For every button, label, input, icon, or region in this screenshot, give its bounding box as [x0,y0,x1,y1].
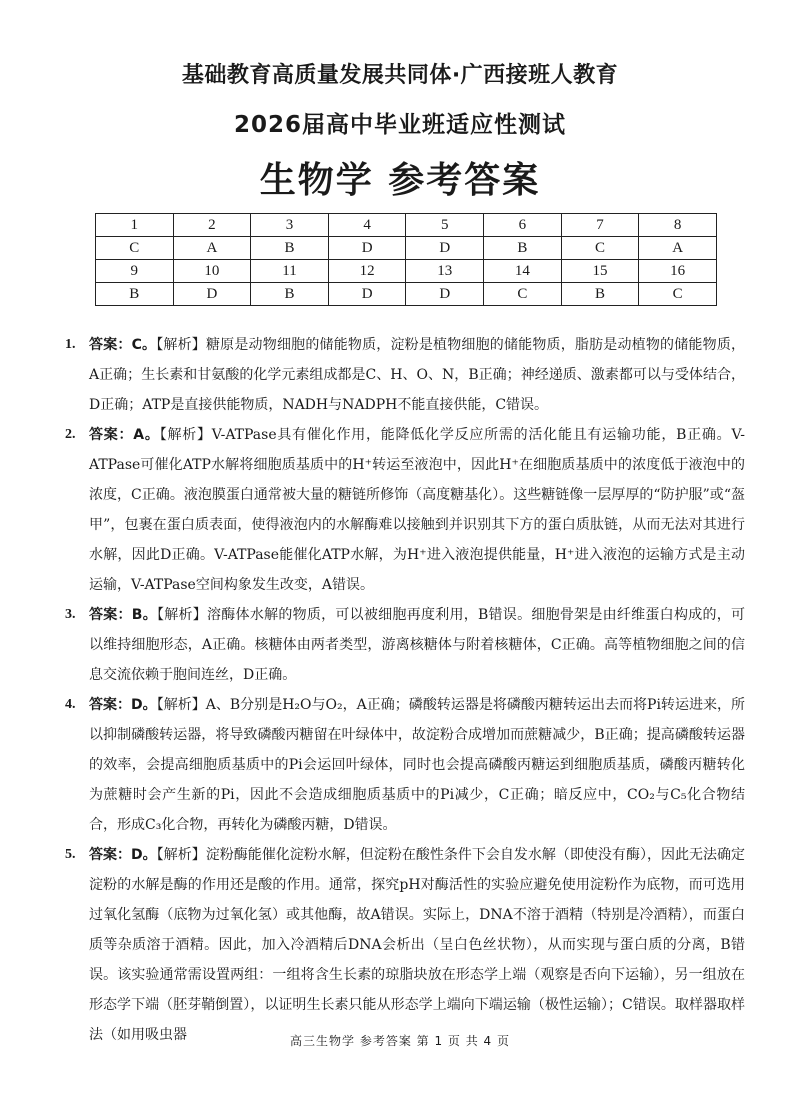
organization-title: 基础教育高质量发展共同体·广西接班人教育 [181,63,619,88]
question-number-cell: 1 [96,214,174,237]
item-body [89,420,745,600]
answer-cell: D [406,237,484,260]
explanation-text: 【解析】V-ATPase具有催化作用，能降低化学反应所需的活化能且有运输功能，B正确。V-ATPase可催化ATP水解将细胞质基质中的H⁺转运至液泡中，因此H⁺在细胞质基质中的浓度低于液泡中的浓度，C正确。液泡膜蛋白通常被大量的糖链所修饰（高度糖基化）。这些糖链像一层厚厚的“防护服”或“盔甲”，包裹在蛋白质表面，使得液泡内的水解酶难以接触到并识别其下方的蛋白质肽链，从而无法对其进行水解，因此D正确。V-ATPase能催化ATP水解，为H⁺进入液泡提供能量，H⁺进入液泡的运输方式是主动运输，V-ATPase空间构象发生改变，A错误。 [89,427,746,593]
item-body [89,690,745,840]
item-number: 4. [65,697,76,712]
question-number-cell: 9 [96,260,174,283]
question-number-cell: 10 [173,260,251,283]
answer-cell: C [561,237,639,260]
page-footer: 高三生物学 参考答案 第 1 页 共 4 页 [290,1034,510,1048]
answer-row [96,237,717,260]
question-number-cell: 3 [251,214,329,237]
explanation-item [65,600,745,690]
question-number-cell: 14 [484,260,562,283]
answer-cell: B [484,237,562,260]
explanation-list [65,330,745,1050]
item-number: 1. [65,337,76,352]
answer-cell: B [561,283,639,306]
question-number-cell: 2 [173,214,251,237]
question-number-cell: 12 [328,260,406,283]
explanation-item [65,420,745,600]
question-number-cell: 13 [406,260,484,283]
question-number-row [96,214,717,237]
answer-cell: C [484,283,562,306]
item-body [89,330,745,420]
explanation-item [65,840,745,1050]
question-number-cell: 5 [406,214,484,237]
answer-cell: B [96,283,174,306]
item-body [89,600,745,690]
answer-table [95,213,717,306]
answer-label: 答案：C。 [89,337,157,353]
item-body [89,840,745,1050]
answer-cell: C [96,237,174,260]
subject-title: 生物学 参考答案 [259,160,541,201]
explanation-text: 【解析】糖原是动物细胞的储能物质，淀粉是植物细胞的储能物质，脂肪是动植物的储能物质，A正确；生长素和甘氨酸的化学元素组成都是C、H、O、N，B正确；神经递质、激素都可以与受体结合，D正确；ATP是直接供能物质，NADH与NADPH不能直接供能，C错误。 [89,337,746,413]
item-number: 5. [65,847,76,862]
question-number-cell: 11 [251,260,329,283]
answer-cell: A [639,237,717,260]
answer-label: 答案：D。 [89,847,157,863]
answer-cell: B [251,283,329,306]
question-number-cell: 4 [328,214,406,237]
answer-row [96,283,717,306]
answer-label: 答案：D。 [89,697,157,713]
question-number-cell: 6 [484,214,562,237]
answer-cell: D [406,283,484,306]
question-number-cell: 8 [639,214,717,237]
answer-cell: A [173,237,251,260]
question-number-cell: 16 [639,260,717,283]
question-number-row [96,260,717,283]
item-number: 3. [65,607,76,622]
question-number-cell: 15 [561,260,639,283]
answer-label: 答案：A。 [89,427,160,443]
explanation-text: 【解析】A、B分别是H₂O与O₂，A正确；磷酸转运器是将磷酸丙糖转运出去而将Pi转运进来，所以抑制磷酸转运器，将导致磷酸丙糖留在叶绿体中，故淀粉合成增加而蔗糖减少，B正确；提高磷酸转运器的效率，会提高细胞质基质中的Pi会运回叶绿体，同时也会提高磷酸丙糖运到细胞质基质，磷酸丙糖转化为蔗糖时会产生新的Pi，因此不会造成细胞质基质中的Pi减少，C正确；暗反应中，CO₂与C₅化合物结合，形成C₃化合物，再转化为磷酸丙糖，D错误。 [89,697,745,833]
explanation-item [65,330,745,420]
item-number: 2. [65,427,76,442]
explanation-text: 【解析】淀粉酶能催化淀粉水解，但淀粉在酸性条件下会自发水解（即使没有酶），因此无法确定淀粉的水解是酶的作用还是酸的作用。通常，探究pH对酶活性的实验应避免使用淀粉作为底物，而可选用过氧化氢酶（底物为过氧化氢）或其他酶，故A错误。实际上，DNA不溶于酒精（特别是冷酒精），而蛋白质等杂质溶于酒精。因此，加入冷酒精后DNA会析出（呈白色丝状物），从而实现与蛋白质的分离，B错误。该实验通常需设置两组：一组将含生长素的琼脂块放在形态学上端（观察是否向下运输），另一组放在形态学下端（胚芽鞘倒置），以证明生长素只能从形态学上端向下端运输（极性运输）；C错误。取样器取样法（如用吸虫器 [89,847,746,1043]
answer-cell: D [328,237,406,260]
answer-cell: D [328,283,406,306]
question-number-cell: 7 [561,214,639,237]
explanation-text: 【解析】溶酶体水解的物质，可以被细胞再度利用，B错误。细胞骨架是由纤维蛋白构成的，可以维持细胞形态，A正确。核糖体由两者类型，游离核糖体与附着核糖体，C正确。高等植物细胞之间的信息交流依赖于胞间连丝，D正确。 [89,607,745,683]
exam-title: 2026届高中毕业班适应性测试 [233,112,566,138]
answer-cell: D [173,283,251,306]
answer-label: 答案：B。 [89,607,157,623]
explanation-item [65,690,745,840]
answer-cell: B [251,237,329,260]
answer-cell: C [639,283,717,306]
